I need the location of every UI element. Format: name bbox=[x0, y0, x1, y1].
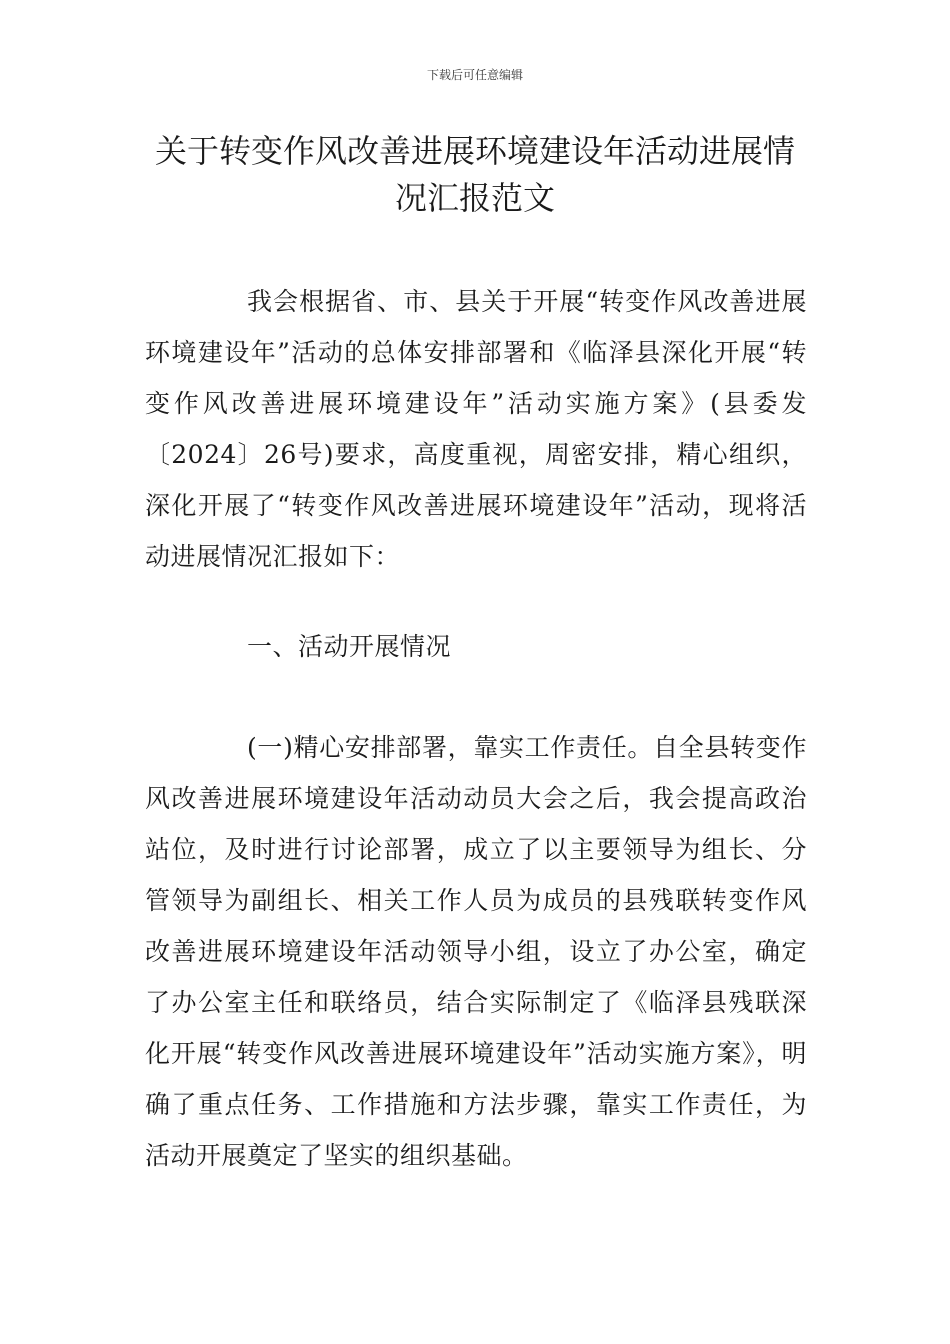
document-title: 关于转变作风改善进展环境建设年活动进展情况汇报范文 bbox=[154, 132, 795, 217]
section-heading: 一、活动开展情况 bbox=[247, 632, 452, 661]
header-note: 下载后可任意编辑 bbox=[426, 68, 523, 82]
section-paragraph: (一)精心安排部署，靠实工作责任。自全县转变作风改善进展环境建设年活动动员大会之后，我会提高政治站位，及时进行讨论部署，成立了以主要领导为组长、分管领导为副组长、相关工作人员为成员的县残联转变作风改善进展环境建设年活动领导小组，设立了办公室，确定了办公室主任和联络员，结合实际制定了《临泽县残联深化开展“转变作风改善进展环境建设年”活动实施方案》，明确了重点任务、工作措施和方法步骤，靠实工作责任，为活动开展奠定了坚实的组织基础。 bbox=[145, 733, 807, 1170]
intro-paragraph: 我会根据省、市、县关于开展“转变作风改善进展环境建设年”活动的总体安排部署和《临泽县深化开展“转变作风改善进展环境建设年”活动实施方案》(县委发〔2024〕26号)要求，高度重视，周密安排，精心组织，深化开展了“转变作风改善进展环境建设年”活动，现将活动进展情况汇报如下： bbox=[145, 287, 807, 571]
